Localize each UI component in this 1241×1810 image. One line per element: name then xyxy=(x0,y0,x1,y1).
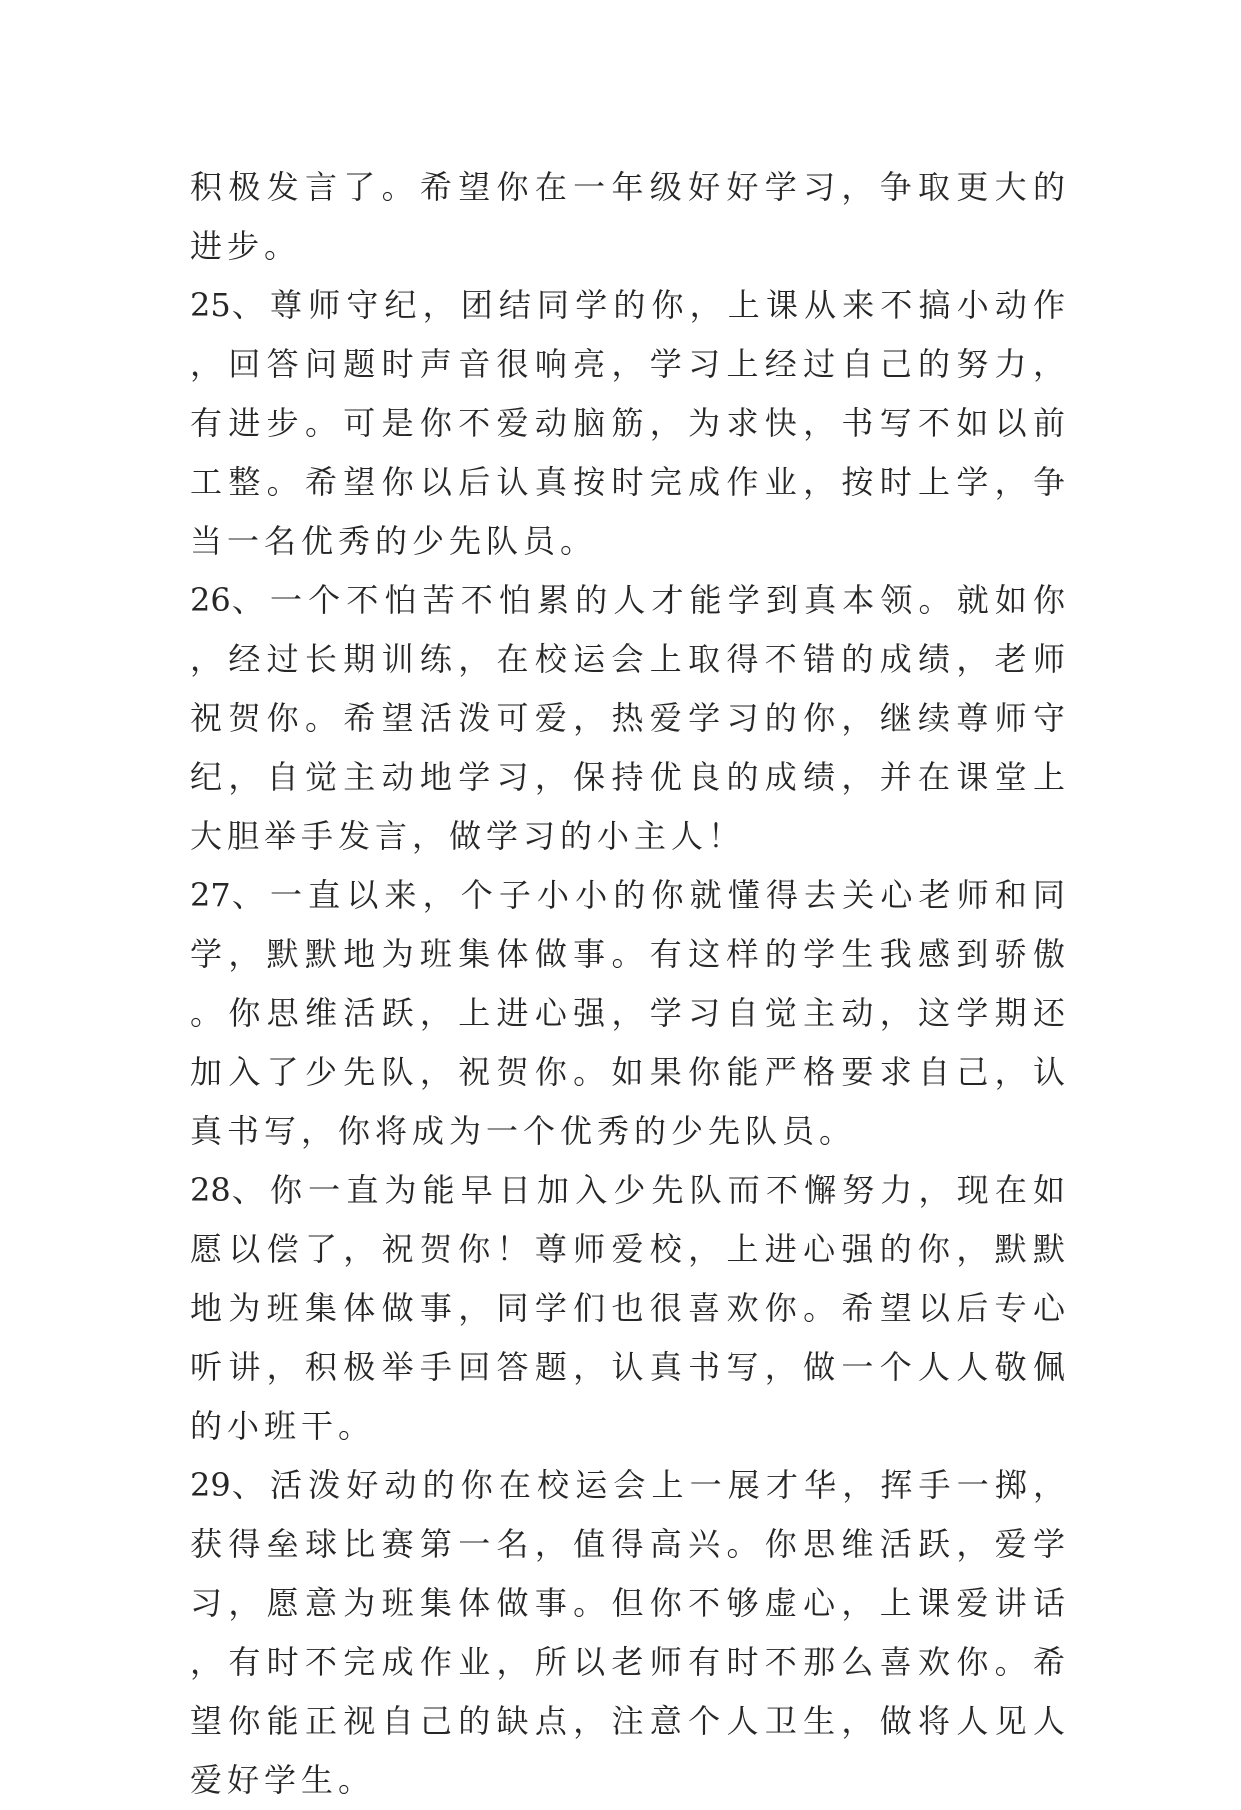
paragraph-text: 、一直以来，个子小小的你就懂得去关心老师和同学，默默地为班集体做事。有这样的学生我感到骄傲。你思维活跃，上进心强，学习自觉主动，这学期还加入了少先队，祝贺你。如果你能严格要求自己，认真书写，你将成为一个优秀的少先队员。 xyxy=(190,876,1070,1150)
paragraph-text: 、你一直为能早日加入少先队而不懈努力，现在如愿以偿了，祝贺你！尊师爱校，上进心强的你，默默地为班集体做事，同学们也很喜欢你。希望以后专心听讲，积极举手回答题，认真书写，做一个人人敬佩的小班干。 xyxy=(190,1171,1070,1445)
paragraph-continuation xyxy=(190,158,1070,276)
paragraph-number: 26 xyxy=(190,581,231,619)
paragraph-text: 、活泼好动的你在校运会上一展才华，挥手一掷，获得垒球比赛第一名，值得高兴。你思维活跃，爱学习，愿意为班集体做事。但你不够虚心，上课爱讲话，有时不完成作业，所以老师有时不那么喜欢你。希望你能正视自己的缺点，注意个人卫生，做将人见人爱好学生。 xyxy=(190,1466,1070,1799)
paragraph-26 xyxy=(190,571,1070,866)
document-body xyxy=(190,158,1070,1810)
paragraph-text: 、一个不怕苦不怕累的人才能学到真本领。就如你，经过长期训练，在校运会上取得不错的成绩，老师祝贺你。希望活泼可爱，热爱学习的你，继续尊师守纪，自觉主动地学习，保持优良的成绩，并在课堂上大胆举手发言，做学习的小主人！ xyxy=(190,581,1070,855)
paragraph-29 xyxy=(190,1456,1070,1810)
paragraph-27 xyxy=(190,866,1070,1161)
paragraph-number: 27 xyxy=(190,876,231,914)
paragraph-number: 29 xyxy=(190,1466,231,1504)
paragraph-25 xyxy=(190,276,1070,571)
paragraph-number: 25 xyxy=(190,286,231,324)
paragraph-number: 28 xyxy=(190,1171,231,1209)
paragraph-text: 积极发言了。希望你在一年级好好学习，争取更大的进步。 xyxy=(190,168,1070,265)
paragraph-text: 、尊师守纪，团结同学的你，上课从来不搞小动作，回答问题时声音很响亮，学习上经过自己的努力，有进步。可是你不爱动脑筋，为求快，书写不如以前工整。希望你以后认真按时完成作业，按时上学，争当一名优秀的少先队员。 xyxy=(190,286,1070,560)
paragraph-28 xyxy=(190,1161,1070,1456)
